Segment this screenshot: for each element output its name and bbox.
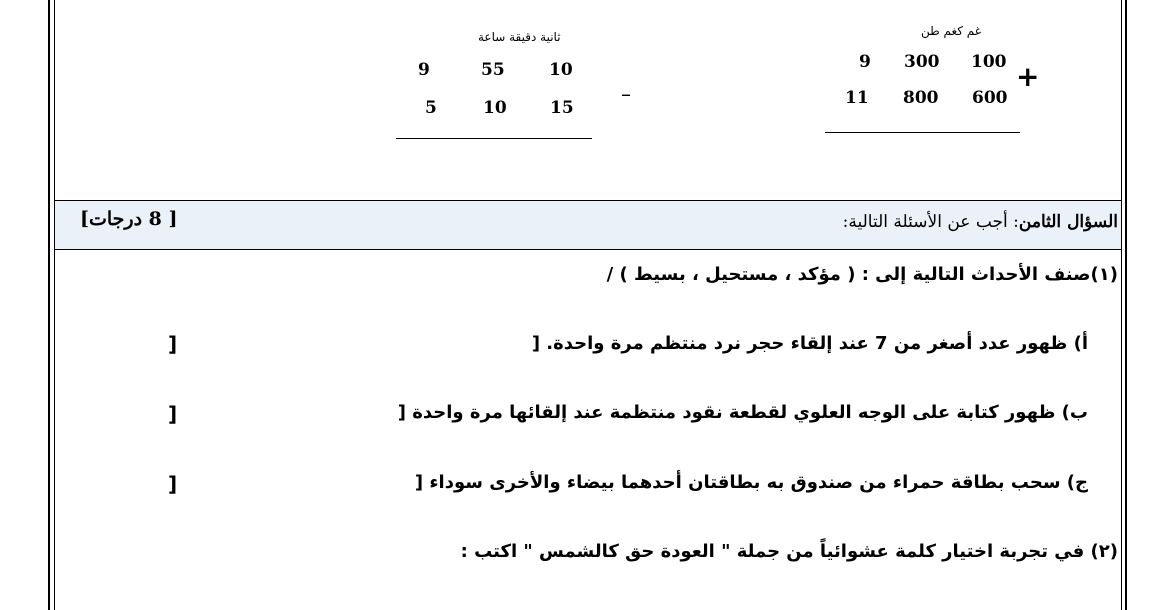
- addition-row2-gram: 11: [845, 88, 869, 108]
- addition-row1-kg: 300: [904, 52, 940, 72]
- part1-item-b: ب) ظهور كتابة على الوجه العلوي لقطعة نقود منتظمة عند إلقائها مرة واحدة [: [397, 402, 1088, 423]
- addition-row1-gram: 9: [859, 52, 871, 72]
- part2-prompt: (٢) في تجربة اختيار كلمة عشوائياً من جملة " العودة حق كالشمس " اكتب :: [460, 541, 1118, 562]
- addition-units-header: غم كغم طن: [921, 24, 982, 38]
- page-border-right-inner: [1121, 0, 1122, 610]
- subtraction-row1-minute: 55: [481, 60, 505, 80]
- subtraction-row2-minute: 10: [483, 98, 507, 118]
- part1-item-a-answer-bracket: ]: [168, 332, 178, 356]
- part1-prompt: (١)صنف الأحداث التالية إلى : ( مؤكد ، مستحيل ، بسيط ) /: [606, 264, 1118, 285]
- addition-result-line: [825, 132, 1020, 133]
- part1-item-a: أ) ظهور عدد أصغر من 7 عند إلقاء حجر نرد منتظم مرة واحدة. [: [531, 333, 1088, 354]
- subtraction-row1-hour: 10: [549, 60, 573, 80]
- part1-item-c-answer-bracket: ]: [168, 472, 178, 496]
- addition-row1-ton: 100: [971, 52, 1007, 72]
- question-title: [843, 212, 1118, 232]
- addition-row2-ton: 600: [972, 88, 1008, 108]
- part1-item-b-answer-bracket: ]: [168, 402, 178, 426]
- page-border-left-inner: [54, 0, 55, 610]
- subtraction-row1-second: 9: [418, 60, 430, 80]
- question-label: السؤال الثامن: [1018, 212, 1118, 232]
- subtraction-units-header: ثانية دقيقة ساعة: [478, 30, 561, 44]
- question-instruction: : أجب عن الأسئلة التالية:: [842, 212, 1019, 232]
- subtraction-result-line: [396, 138, 592, 139]
- part1-item-c: ج) سحب بطاقة حمراء من صندوق به بطاقتان أحدهما بيضاء والأخرى سوداء [: [414, 472, 1088, 493]
- subtraction-row2-hour: 15: [550, 98, 574, 118]
- minus-operator: –: [621, 82, 631, 106]
- subtraction-row2-second: 5: [425, 98, 437, 118]
- addition-row2-kg: 800: [903, 88, 939, 108]
- question-marks: [ 8 درجات]: [80, 208, 178, 230]
- page-border-left-outer: [48, 0, 50, 610]
- plus-operator: +: [1016, 60, 1040, 93]
- page-border-right-outer: [1125, 0, 1127, 610]
